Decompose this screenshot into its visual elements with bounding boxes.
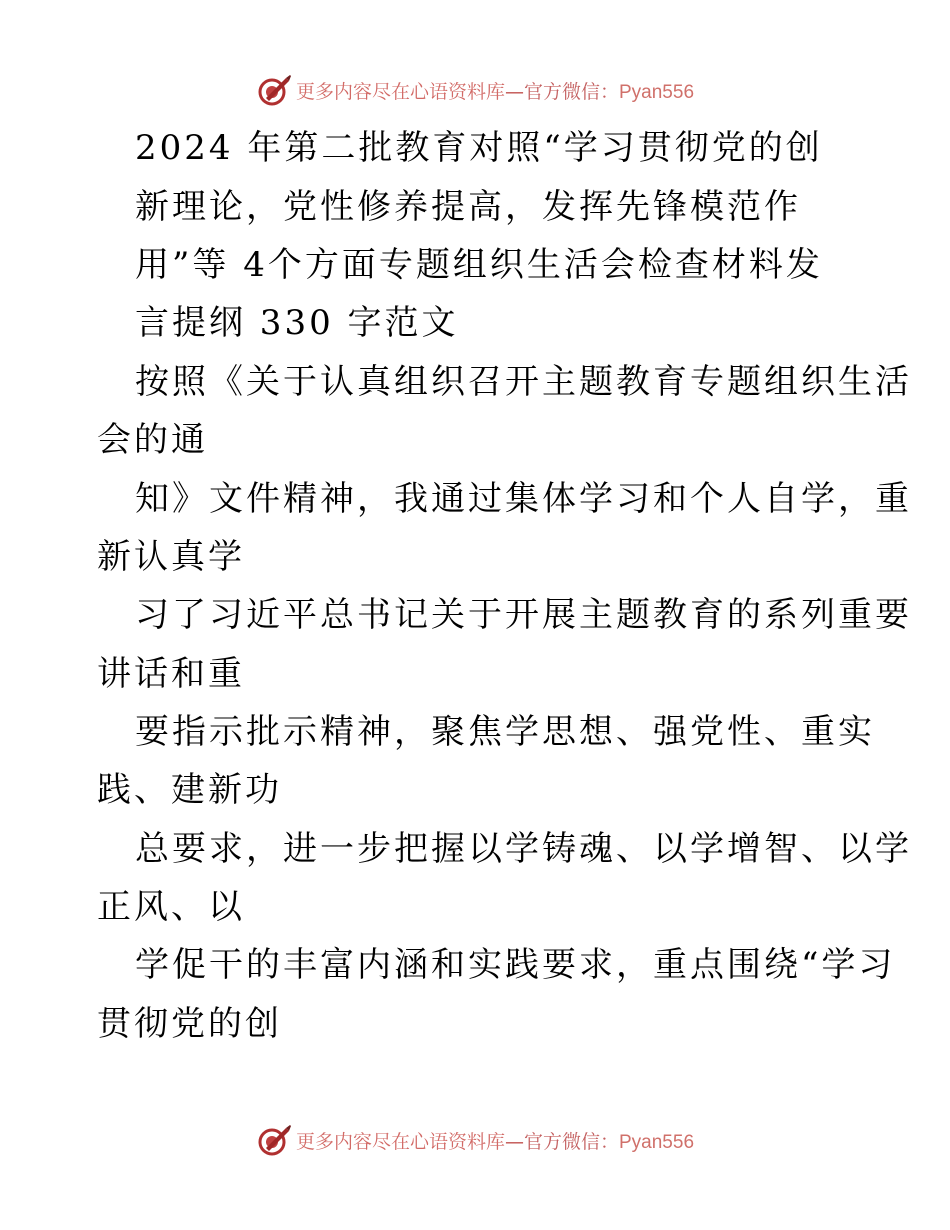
banner-library-name: 更多内容尽在心语资料库	[295, 80, 505, 103]
banner-wechat-label: 官方微信：	[523, 1130, 619, 1153]
pen-logo-icon	[256, 1122, 292, 1158]
paragraph-line: 正风、以	[97, 887, 245, 927]
paragraph-line: 会的通	[97, 420, 208, 460]
paragraph-line: 学促干的丰富内涵和实践要求，重点围绕“学习	[135, 945, 896, 985]
banner-text	[296, 1127, 694, 1154]
paragraph-line: 总要求，进一步把握以学铸魂、以学增智、以学	[135, 829, 912, 869]
banner-wechat-label: 官方微信：	[523, 80, 619, 103]
paragraph-line: 践、建新功	[97, 770, 282, 810]
banner-dash: —	[504, 80, 524, 103]
title-line: 2024 年第二批教育对照“学习贯彻党的创	[135, 128, 823, 168]
banner-wechat-id: Pyan556	[619, 81, 695, 103]
paragraph-line: 习了习近平总书记关于开展主题教育的系列重要	[135, 595, 912, 635]
title-line: 言提纲 330 字范文	[135, 303, 459, 343]
banner-dash: —	[504, 1130, 524, 1153]
paragraph-line: 按照《关于认真组织召开主题教育专题组织生活	[135, 362, 912, 402]
footer-banner	[0, 1120, 950, 1160]
paragraph-line: 新认真学	[97, 537, 245, 577]
banner-content	[256, 1122, 694, 1158]
title-line: 用”等 4个方面专题组织生活会检查材料发	[135, 245, 823, 285]
banner-wechat-id: Pyan556	[619, 1131, 695, 1153]
title-line: 新理论，党性修养提高，发挥先锋模范作	[135, 187, 801, 227]
paragraph-line: 要指示批示精神，聚焦学思想、强党性、重实	[135, 712, 875, 752]
banner-library-name: 更多内容尽在心语资料库	[295, 1130, 505, 1153]
paragraph-line: 贯彻党的创	[97, 1004, 282, 1044]
paragraph-line: 知》文件精神，我通过集体学习和个人自学，重	[135, 479, 912, 519]
paragraph-line: 讲话和重	[97, 654, 245, 694]
